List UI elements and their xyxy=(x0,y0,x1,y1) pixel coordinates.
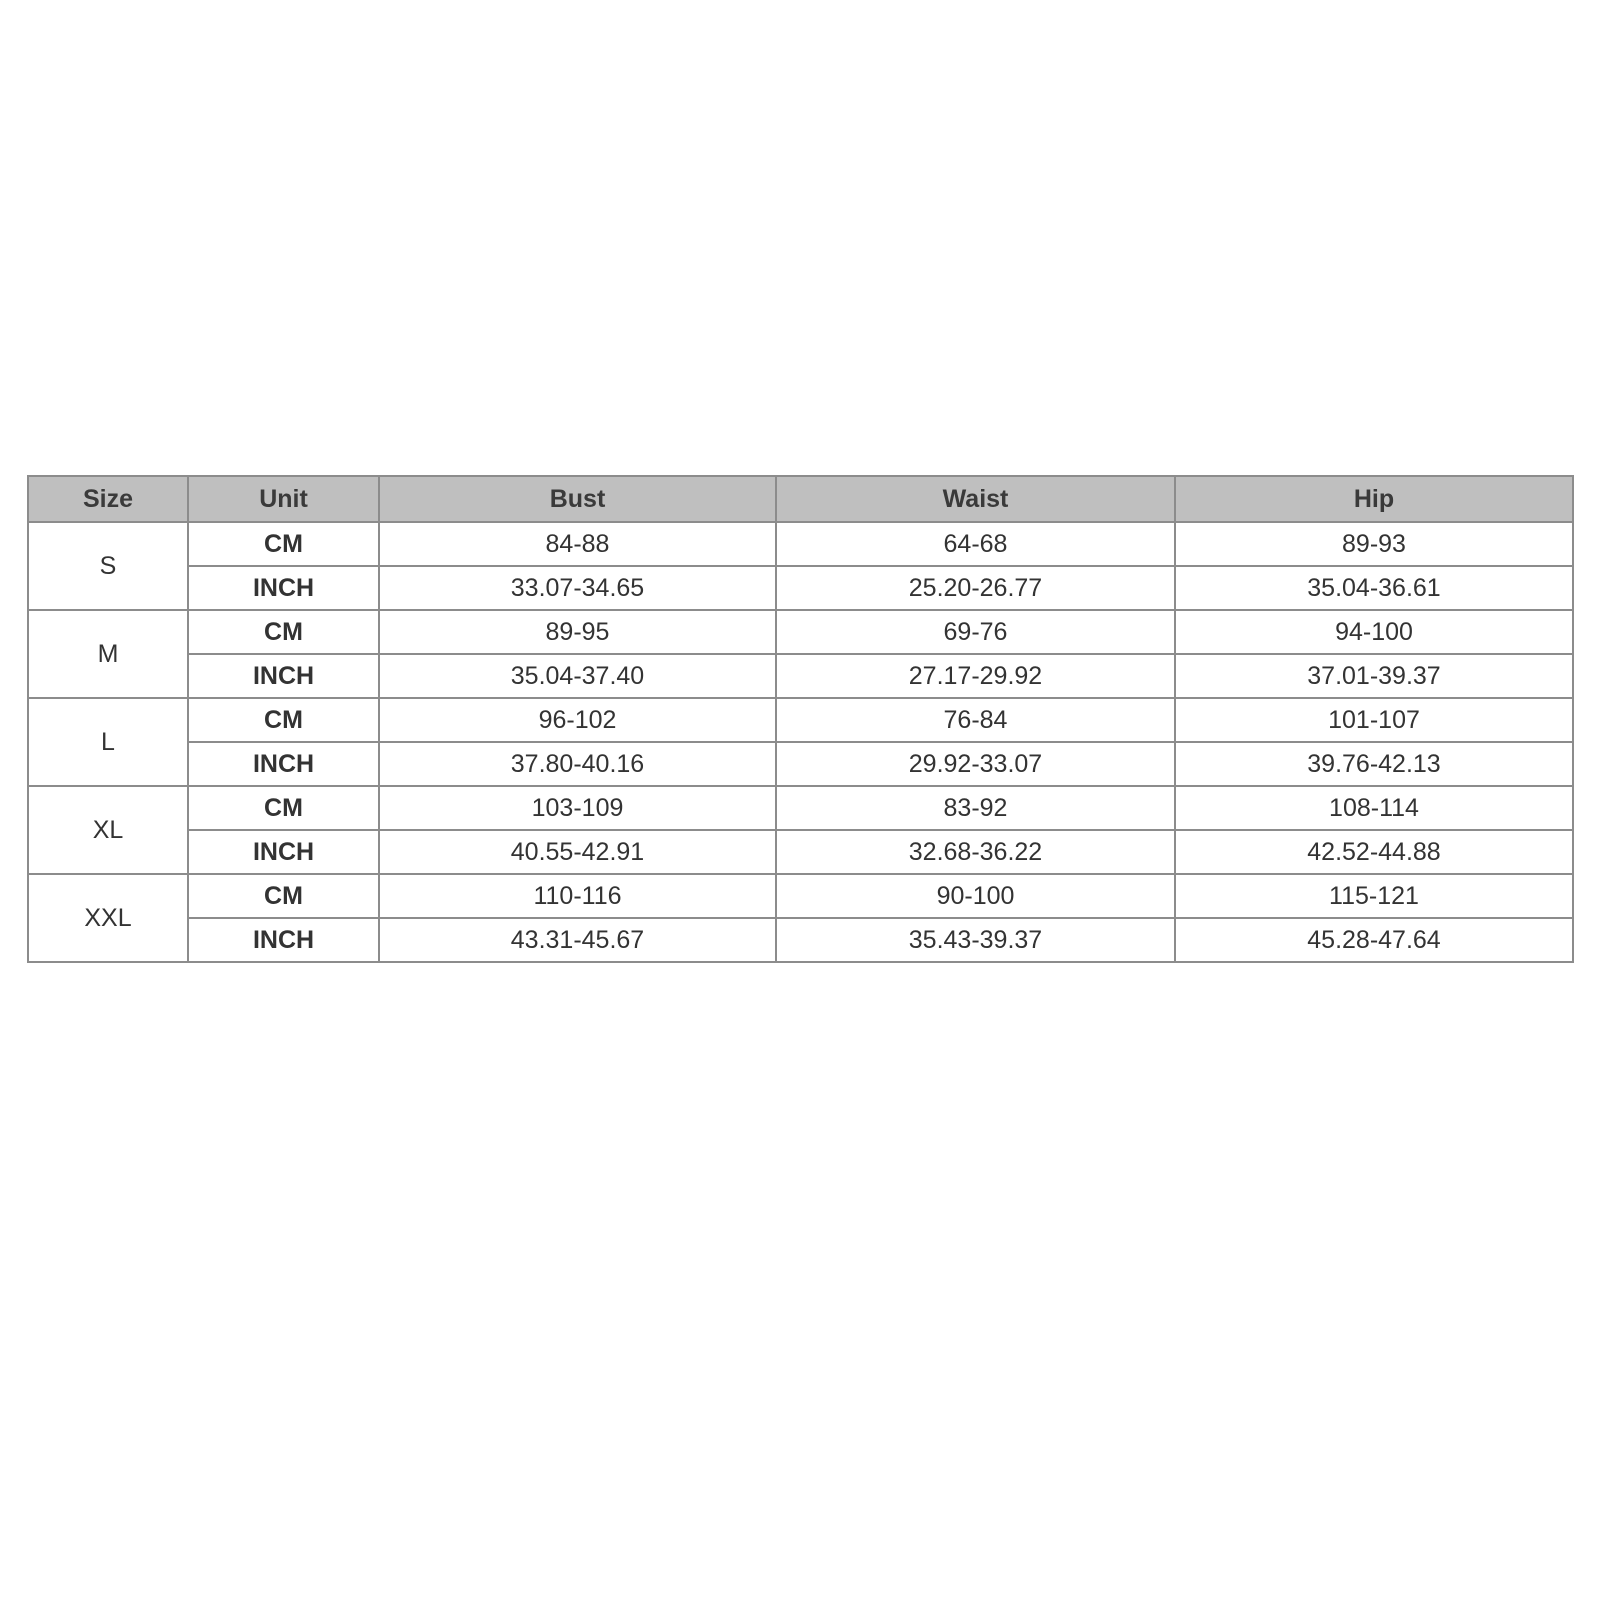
unit-cm: CM xyxy=(188,698,379,742)
table-row xyxy=(28,610,1573,654)
hip-inch: 37.01-39.37 xyxy=(1175,654,1573,698)
header-size: Size xyxy=(28,476,188,522)
unit-inch: INCH xyxy=(188,830,379,874)
waist-cm: 64-68 xyxy=(776,522,1175,566)
table-row xyxy=(28,698,1573,742)
size-label: XL xyxy=(28,786,188,874)
bust-inch: 43.31-45.67 xyxy=(379,918,776,962)
header-hip: Hip xyxy=(1175,476,1573,522)
bust-cm: 89-95 xyxy=(379,610,776,654)
table-row xyxy=(28,786,1573,830)
header-row xyxy=(28,476,1573,522)
hip-cm: 94-100 xyxy=(1175,610,1573,654)
waist-cm: 83-92 xyxy=(776,786,1175,830)
bust-inch: 33.07-34.65 xyxy=(379,566,776,610)
bust-inch: 40.55-42.91 xyxy=(379,830,776,874)
size-label: M xyxy=(28,610,188,698)
table-row xyxy=(28,830,1573,874)
header-bust: Bust xyxy=(379,476,776,522)
waist-inch: 32.68-36.22 xyxy=(776,830,1175,874)
hip-cm: 108-114 xyxy=(1175,786,1573,830)
waist-inch: 29.92-33.07 xyxy=(776,742,1175,786)
size-chart-table xyxy=(27,475,1574,963)
unit-cm: CM xyxy=(188,786,379,830)
hip-inch: 35.04-36.61 xyxy=(1175,566,1573,610)
waist-inch: 35.43-39.37 xyxy=(776,918,1175,962)
hip-inch: 39.76-42.13 xyxy=(1175,742,1573,786)
table-row xyxy=(28,654,1573,698)
hip-cm: 89-93 xyxy=(1175,522,1573,566)
table-row xyxy=(28,874,1573,918)
size-label: S xyxy=(28,522,188,610)
bust-cm: 110-116 xyxy=(379,874,776,918)
size-label: XXL xyxy=(28,874,188,962)
unit-inch: INCH xyxy=(188,654,379,698)
unit-cm: CM xyxy=(188,874,379,918)
bust-inch: 35.04-37.40 xyxy=(379,654,776,698)
unit-cm: CM xyxy=(188,522,379,566)
waist-inch: 25.20-26.77 xyxy=(776,566,1175,610)
waist-cm: 90-100 xyxy=(776,874,1175,918)
hip-inch: 42.52-44.88 xyxy=(1175,830,1573,874)
waist-inch: 27.17-29.92 xyxy=(776,654,1175,698)
table-row xyxy=(28,566,1573,610)
size-label: L xyxy=(28,698,188,786)
hip-inch: 45.28-47.64 xyxy=(1175,918,1573,962)
unit-inch: INCH xyxy=(188,918,379,962)
bust-cm: 103-109 xyxy=(379,786,776,830)
unit-inch: INCH xyxy=(188,742,379,786)
hip-cm: 101-107 xyxy=(1175,698,1573,742)
header-unit: Unit xyxy=(188,476,379,522)
header-waist: Waist xyxy=(776,476,1175,522)
table-row xyxy=(28,522,1573,566)
table-row xyxy=(28,742,1573,786)
bust-inch: 37.80-40.16 xyxy=(379,742,776,786)
waist-cm: 69-76 xyxy=(776,610,1175,654)
unit-cm: CM xyxy=(188,610,379,654)
bust-cm: 96-102 xyxy=(379,698,776,742)
unit-inch: INCH xyxy=(188,566,379,610)
table-row xyxy=(28,918,1573,962)
waist-cm: 76-84 xyxy=(776,698,1175,742)
bust-cm: 84-88 xyxy=(379,522,776,566)
hip-cm: 115-121 xyxy=(1175,874,1573,918)
